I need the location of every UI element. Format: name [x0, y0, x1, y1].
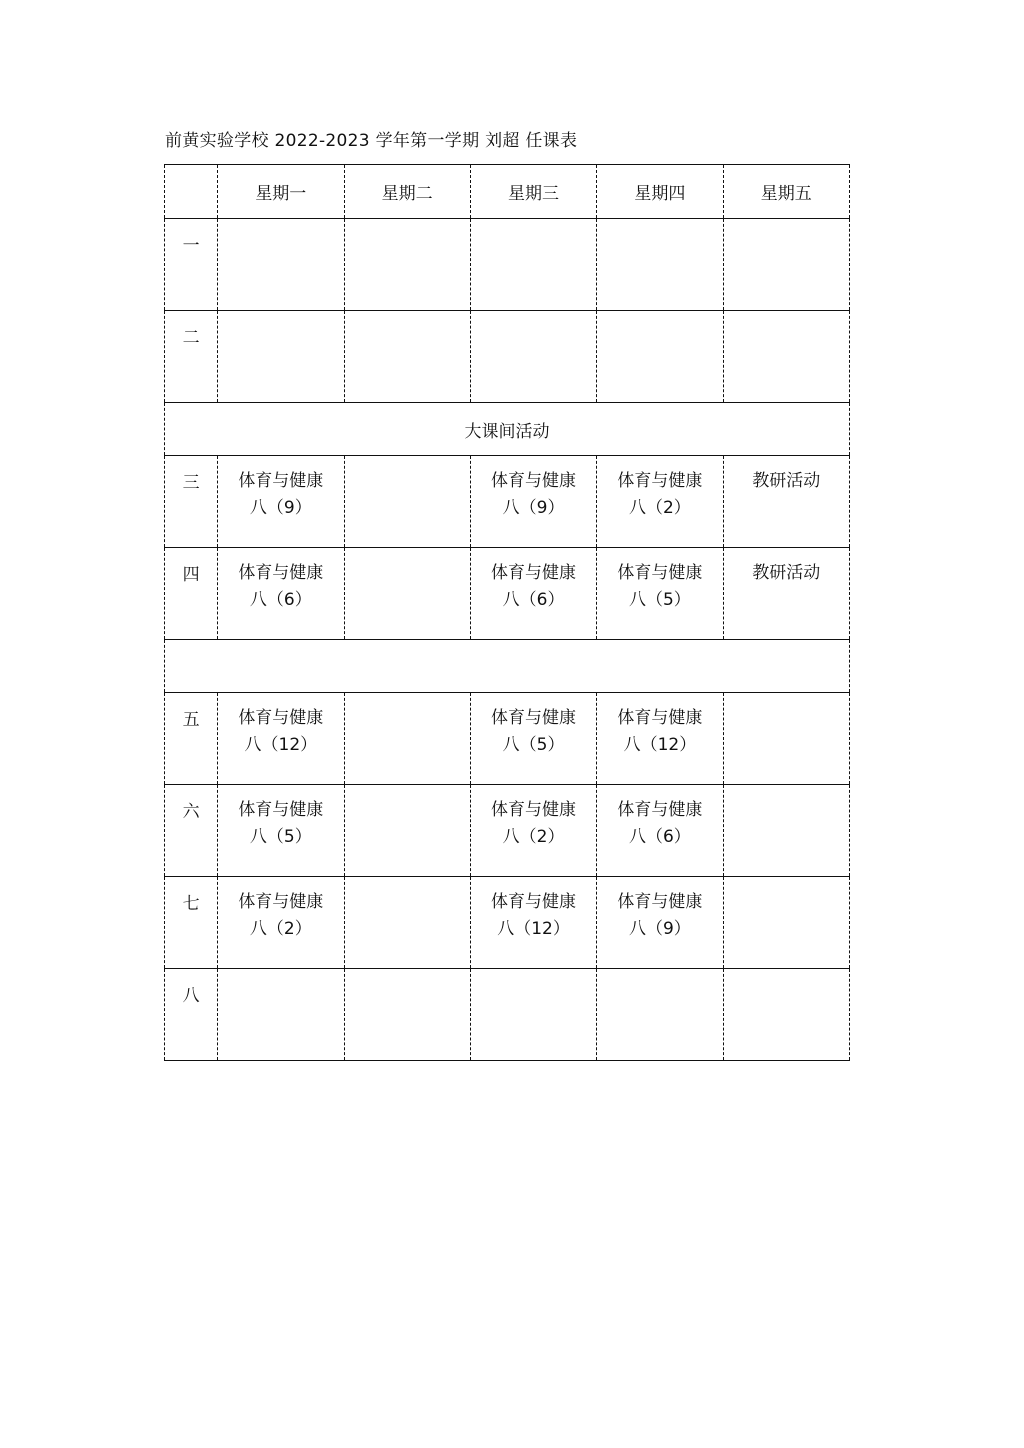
- lesson-cell: [723, 877, 849, 969]
- lesson-cell: [597, 969, 723, 1061]
- lesson-cell: [344, 785, 470, 877]
- lesson-cell: [597, 548, 723, 640]
- lesson-class: 八（6）: [628, 827, 691, 847]
- lesson-cell: [470, 877, 596, 969]
- period-label: 六: [165, 785, 218, 877]
- period-label: 八: [165, 969, 218, 1061]
- period-label: 七: [165, 877, 218, 969]
- period-row: [165, 311, 850, 403]
- lesson-cell: [344, 969, 470, 1061]
- lesson-subject: 体育与健康: [238, 563, 324, 583]
- lesson-cell: [597, 785, 723, 877]
- break-row: [165, 403, 850, 456]
- lesson-cell: [344, 877, 470, 969]
- lesson-class: 八（5）: [628, 590, 691, 610]
- lesson-class: 八（6）: [249, 590, 312, 610]
- lesson-subject: 体育与健康: [238, 471, 324, 491]
- lesson-cell: [218, 548, 344, 640]
- lesson-cell: [470, 693, 596, 785]
- lesson-cell: [470, 219, 596, 311]
- header-row: [165, 165, 850, 219]
- period-row: [165, 219, 850, 311]
- page-title: 前黄实验学校 2022-2023 学年第一学期 刘超 任课表: [165, 131, 578, 151]
- period-label: 三: [165, 456, 218, 548]
- lesson-subject: 体育与健康: [238, 800, 324, 820]
- lesson-subject: 体育与健康: [617, 471, 703, 491]
- lesson-cell: [470, 785, 596, 877]
- break-label: 大课间活动: [165, 403, 850, 456]
- lesson-subject: 体育与健康: [491, 563, 577, 583]
- day-header: 星期二: [344, 165, 470, 219]
- lesson-cell: [218, 311, 344, 403]
- day-header: 星期四: [597, 165, 723, 219]
- lesson-cell: [723, 219, 849, 311]
- lesson-cell: [597, 693, 723, 785]
- lesson-cell: [597, 877, 723, 969]
- lesson-subject: 体育与健康: [491, 471, 577, 491]
- period-label: 五: [165, 693, 218, 785]
- lesson-cell: [344, 219, 470, 311]
- lesson-cell: [344, 456, 470, 548]
- lesson-cell: [470, 969, 596, 1061]
- period-row: [165, 548, 850, 640]
- lesson-subject: 体育与健康: [617, 892, 703, 912]
- lesson-subject: 体育与健康: [491, 708, 577, 728]
- period-label: 二: [165, 311, 218, 403]
- break-row: [165, 640, 850, 693]
- corner-cell: [165, 165, 218, 219]
- lesson-subject: 体育与健康: [617, 708, 703, 728]
- timetable-body: [165, 219, 850, 1061]
- lesson-class: 八（2）: [249, 919, 312, 939]
- lesson-cell: [470, 456, 596, 548]
- lesson-class: 八（9）: [502, 498, 565, 518]
- lesson-cell: [218, 877, 344, 969]
- lesson-cell: [723, 969, 849, 1061]
- lesson-class: 八（5）: [502, 735, 565, 755]
- lesson-cell: [723, 311, 849, 403]
- lesson-class: 八（6）: [502, 590, 565, 610]
- lesson-cell: [218, 969, 344, 1061]
- period-row: [165, 969, 850, 1061]
- lesson-cell: [344, 693, 470, 785]
- lesson-class: 八（9）: [628, 919, 691, 939]
- lesson-subject: 体育与健康: [491, 800, 577, 820]
- day-header: 星期一: [218, 165, 344, 219]
- period-row: [165, 877, 850, 969]
- lesson-class: 八（2）: [628, 498, 691, 518]
- lesson-class: 八（2）: [502, 827, 565, 847]
- lesson-cell: [470, 548, 596, 640]
- break-label: [165, 640, 850, 693]
- day-header: 星期三: [470, 165, 596, 219]
- lesson-class: 八（12）: [497, 919, 570, 939]
- period-row: [165, 693, 850, 785]
- lesson-cell: [723, 785, 849, 877]
- lesson-cell: [344, 548, 470, 640]
- timetable: [164, 164, 850, 1061]
- lesson-subject: 体育与健康: [617, 800, 703, 820]
- lesson-cell: [597, 311, 723, 403]
- lesson-subject: 教研活动: [752, 471, 821, 491]
- lesson-cell: [218, 219, 344, 311]
- period-label: 四: [165, 548, 218, 640]
- day-header: 星期五: [723, 165, 849, 219]
- lesson-cell: [597, 456, 723, 548]
- lesson-subject: 体育与健康: [617, 563, 703, 583]
- lesson-subject: 教研活动: [752, 563, 821, 583]
- period-row: [165, 785, 850, 877]
- lesson-class: 八（5）: [249, 827, 312, 847]
- lesson-subject: 体育与健康: [238, 892, 324, 912]
- period-label: 一: [165, 219, 218, 311]
- lesson-class: 八（12）: [623, 735, 697, 755]
- lesson-cell: [723, 693, 849, 785]
- lesson-cell: [344, 311, 470, 403]
- lesson-cell: [218, 693, 344, 785]
- lesson-cell: [218, 456, 344, 548]
- lesson-cell: [218, 785, 344, 877]
- lesson-cell: [723, 548, 849, 640]
- lesson-class: 八（9）: [249, 498, 312, 518]
- lesson-class: 八（12）: [244, 735, 318, 755]
- lesson-cell: [597, 219, 723, 311]
- lesson-cell: [723, 456, 849, 548]
- lesson-cell: [470, 311, 596, 403]
- period-row: [165, 456, 850, 548]
- lesson-subject: 体育与健康: [238, 708, 324, 728]
- lesson-subject: 体育与健康: [491, 892, 577, 912]
